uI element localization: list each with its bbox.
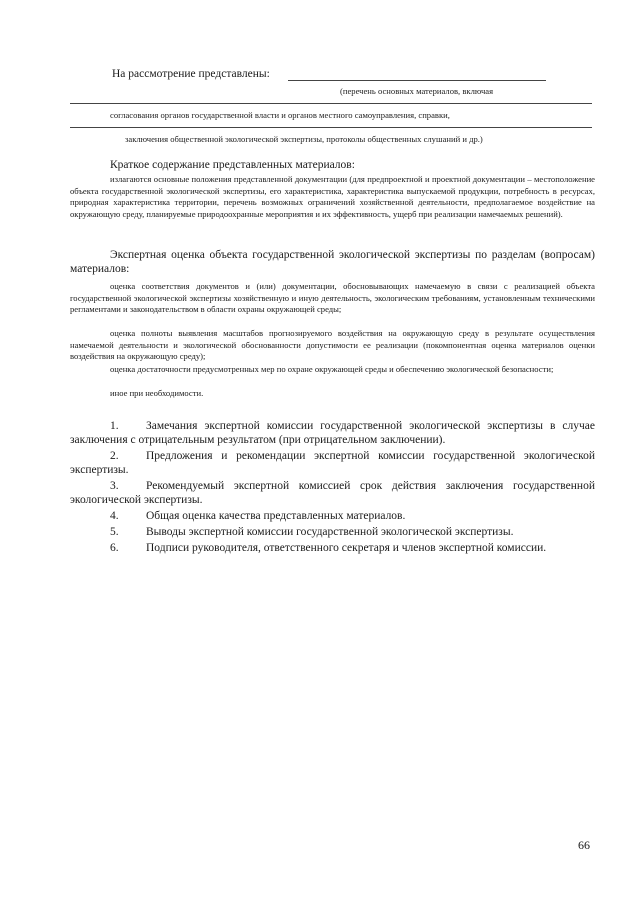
summary-text: излагаются основные положения представленной документации (для предпроектной и проектной документации – местоположение объекта государственной экологической экспертизы, его характеристика, характеристика выпускаемой продукции, потребность в ресурсах, природная характеристика территории, перечень возможных ограничений хозяйственной деятельности, предполагаемое воздействие на окружающую среду, планируемые природоохранные мероприятия и их эффективность, ущерб при реализации намечаемых решений). [70,174,595,219]
list-item: 2. Предложения и рекомендации экспертной комиссии государственной экологической экспертизы. [70,450,595,476]
assessment-p1: оценка соответствия документов и (или) документации, обосновывающих намечаемую в связи с реализацией объекта государственной экологической экспертизы хозяйственную и иную деятельность, экологическим требованиям, установленным техническими регламентами и законодательством в области охраны окружающей среды; [70,281,595,315]
assessment-p3: оценка достаточности предусмотренных мер по охране окружающей среды и обеспечению экологической безопасности; [110,364,554,374]
list-item: 4. Общая оценка качества представленных материалов. [110,510,406,522]
list-item: 3. Рекомендуемый экспертной комиссией срок действия заключения государственной экологической экспертизы. [70,480,595,506]
numbered-list [70,419,595,555]
header-note-1: (перечень основных материалов, включая [340,86,494,96]
header-label: На рассмотрение представлены: [112,68,270,80]
header-note-3: заключения общественной экологической экспертизы, протоколы общественных слушаний и др.) [125,134,483,144]
list-item: 5. Выводы экспертной комиссии государственной экологической экспертизы. [110,526,514,538]
field-line [70,127,592,128]
page-number: 66 [578,838,590,852]
header-note-2: согласования органов государственной власти и органов местного самоуправления, справки, [110,110,450,120]
assessment-title: Экспертная оценка объекта государственной экологической экспертизы по разделам (вопросам) материалов: [70,249,595,275]
assessment-p2: оценка полноты выявления масштабов прогнозируемого воздействия на окружающую среду в результате осуществления намечаемой деятельности и экологической обоснованности допустимости ее реализации (покомпонентная оценка материалов оценки воздействия на окружающую среду); [70,328,595,362]
summary-title: Краткое содержание представленных материалов: [110,159,355,171]
list-item: 6. Подписи руководителя, ответственного секретаря и членов экспертной комиссии. [110,542,547,554]
list-item: 1. Замечания экспертной комиссии государственной экологической экспертизы в случае заключения с отрицательным результатом (при отрицательном заключении). [70,420,595,446]
field-line [70,103,592,104]
field-line [288,80,546,81]
assessment-p4: иное при необходимости. [110,388,204,398]
